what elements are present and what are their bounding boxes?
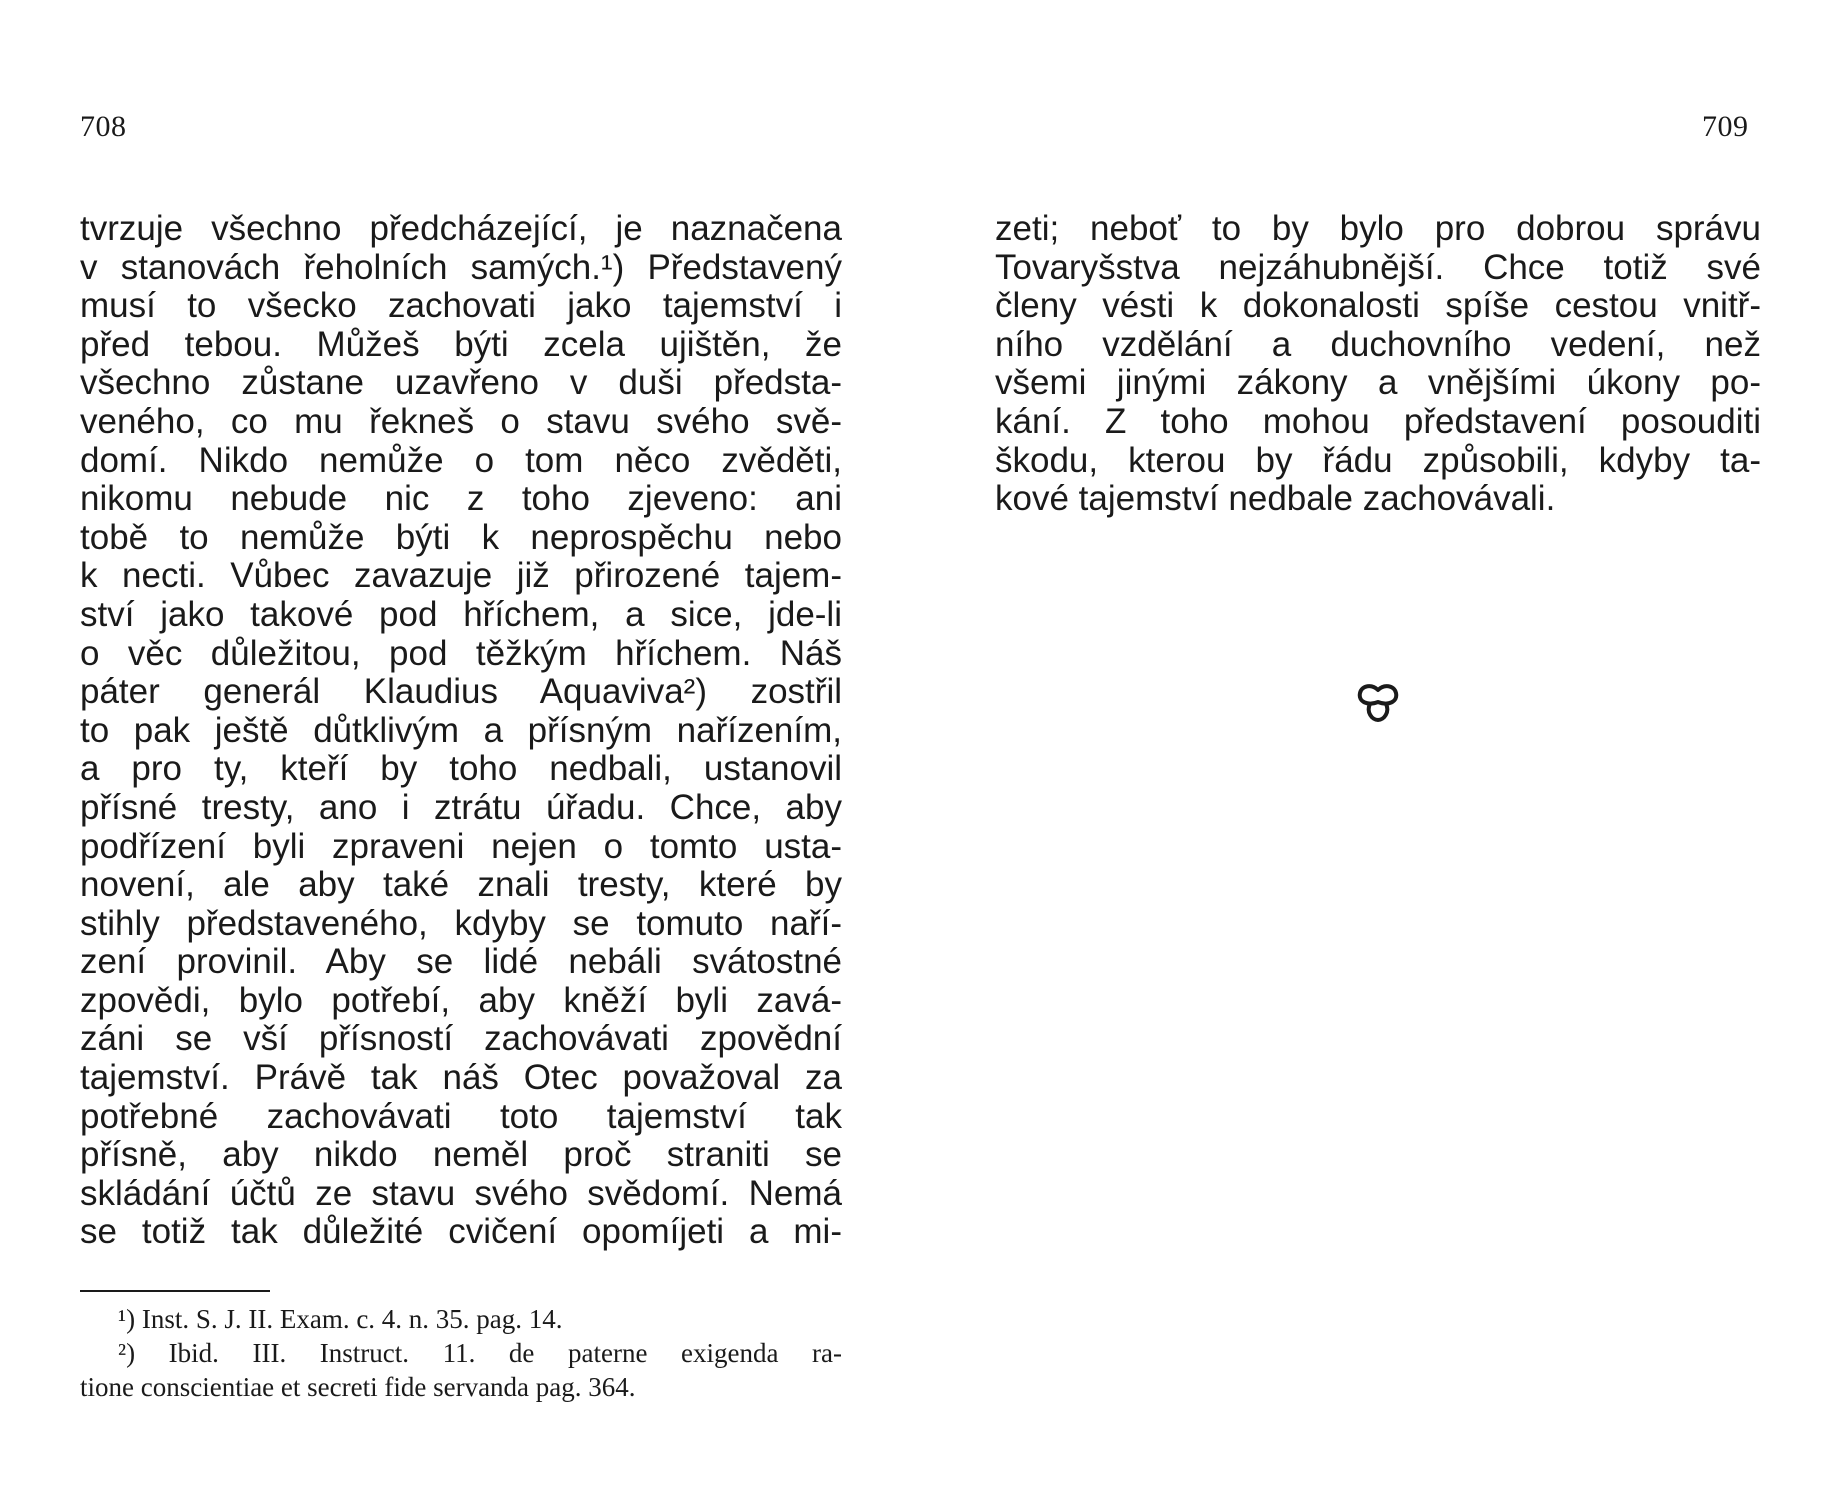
text-line: všechno zůstane uzavřeno v duši předsta- [80,363,842,403]
text-line: před tebou. Můžeš býti zcela ujištěn, že [80,324,842,364]
footnote-2: ²) Ibid. III. Instruct. 11. de paterne exigenda ra- [118,1338,842,1368]
text-line: nikomu nebude nic z toho zjeveno: ani [80,479,842,519]
footnotes [80,1302,842,1404]
text-line: kové tajemství nedbale zachovávali. [995,479,1556,519]
footnote-1: ¹) Inst. S. J. II. Exam. c. 4. n. 35. pag. 14. [118,1304,563,1334]
text-line: záni se vší přísností zachovávati zpovědní [80,1019,842,1059]
text-line: zpovědi, bylo potřebí, aby kněží byli zavá- [80,980,842,1020]
footnote-2-continued: tione conscientiae et secreti fide servanda pag. 364. [80,1372,636,1402]
text-line: novení, ale aby také znali tresty, které by [80,865,842,905]
text-line: veného, co mu řekneš o stavu svého svě- [80,401,842,441]
text-line: potřebné zachovávati toto tajemství tak [80,1096,842,1136]
page-number-right: 709 [1702,110,1749,143]
text-line: členy vésti k dokonalosti spíše cestou vnitř- [995,286,1761,326]
text-line: v stanovách řeholních samých.¹) Představený [80,247,842,287]
text-line: tajemství. Právě tak náš Otec považoval za [80,1058,842,1098]
right-page-text [995,210,1761,519]
text-line: to pak ještě důtklivým a přísným nařízením, [80,710,842,750]
text-line: přísné tresty, ano i ztrátu úřadu. Chce, aby [80,787,842,827]
text-line: o věc důležitou, pod těžkým hříchem. Náš [80,633,842,673]
text-line: stihly představeného, kdyby se tomuto naří- [80,903,842,943]
text-line: tobě to nemůže býti k neprospěchu nebo [80,517,842,557]
text-line: ního vzdělání a duchovního vedení, než [995,324,1761,364]
footnote-divider [80,1290,270,1292]
text-line: musí to všecko zachovati jako tajemství i [80,286,842,326]
text-line: škodu, kterou by řádu způsobili, kdyby ta- [995,440,1761,480]
text-line: skládání účtů ze stavu svého svědomí. Nemá [80,1173,842,1213]
text-line: a pro ty, kteří by toho nedbali, ustanovil [80,749,842,789]
text-line: zeti; neboť to by bylo pro dobrou správu [995,209,1761,248]
text-line: domí. Nikdo nemůže o tom něco zvěděti, [80,440,842,480]
text-line: ství jako takové pod hříchem, a sice, jde-li [80,594,842,634]
text-line: k necti. Vůbec zavazuje již přirozené tajem- [80,556,842,596]
text-line: přísně, aby nikdo neměl proč straniti se [80,1135,842,1175]
text-line: podřízení byli zpraveni nejen o tomto usta- [80,826,842,866]
text-line: se totiž tak důležité cvičení opomíjeti a mi- [80,1212,842,1252]
page-number-left: 708 [80,110,127,143]
text-line: Tovaryšstva nejzáhubnější. Chce totiž své [995,247,1761,287]
trefoil-ornament-icon [1354,680,1402,724]
text-line: páter generál Klaudius Aquaviva²) zostřil [80,672,842,712]
left-page-text [80,210,842,1252]
text-line: kání. Z toho mohou představení posouditi [995,401,1761,441]
text-line: tvrzuje všechno předcházející, je naznačena [80,209,842,248]
text-line: všemi jinými zákony a vnějšími úkony po- [995,363,1761,403]
text-line: zení provinil. Aby se lidé nebáli svátostné [80,942,842,982]
